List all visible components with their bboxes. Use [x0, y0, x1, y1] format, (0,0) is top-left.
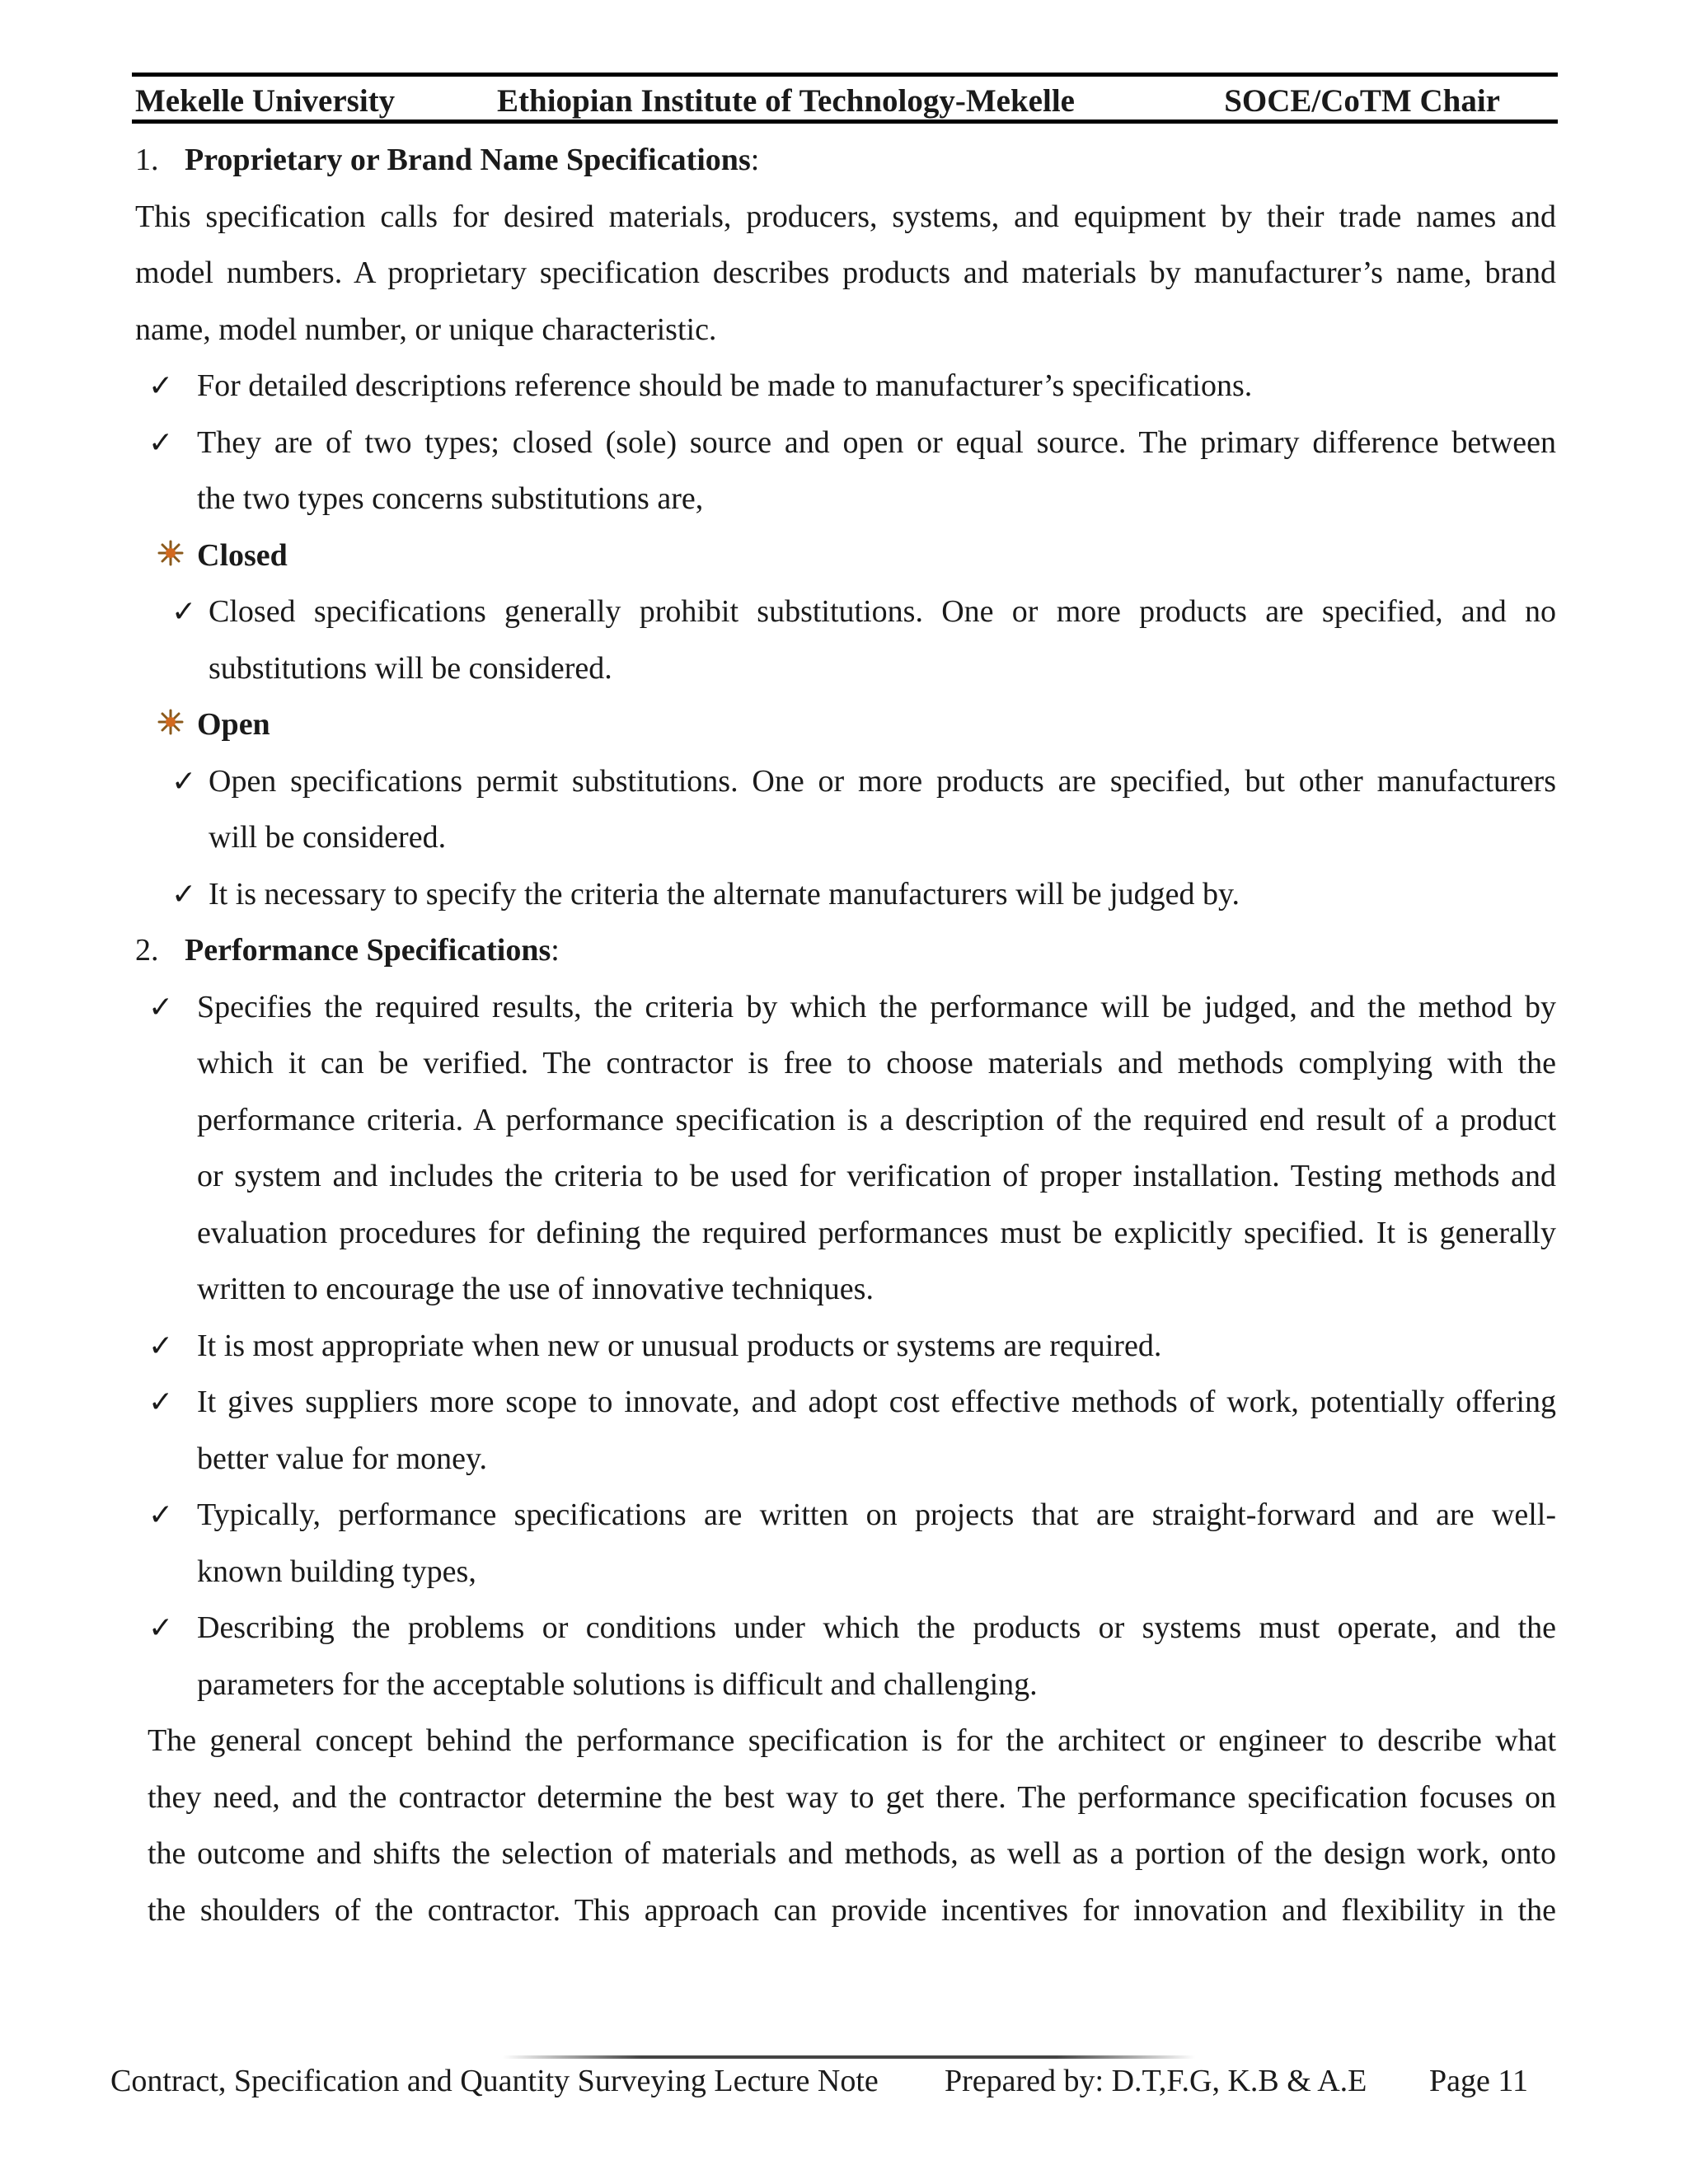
- list-item: ✓ It is most appropriate when new or unusual products or systems are required.: [135, 1318, 1556, 1375]
- list-item-continuation: performance criteria. A performance specification is a description of the required end result of a product: [197, 1102, 1556, 1137]
- list-item: ✓ It is necessary to specify the criteria the alternate manufacturers will be judged by.: [135, 866, 1556, 923]
- check-icon: ✓: [148, 1498, 174, 1531]
- section-number: 2.: [135, 933, 159, 968]
- list-item: ✓ Open specifications permit substitutions. One or more products are specified, but other manufacturers: [135, 753, 1556, 810]
- paragraph-line: the shoulders of the contractor. This approach can provide incentives for innovation and flexibility in the: [148, 1892, 1556, 1928]
- check-icon: ✓: [148, 1329, 174, 1362]
- check-icon: ✓: [148, 425, 174, 459]
- footer-page-number: Page 11: [1429, 2064, 1528, 2098]
- section-title: Performance Specifications: [185, 933, 551, 968]
- list-item-continuation: which it can be verified. The contractor is free to choose materials and methods complying with the: [197, 1046, 1556, 1080]
- paragraph-line: The general concept behind the performance specification is for the architect or engineer to describe what: [148, 1723, 1556, 1758]
- header-institute: Ethiopian Institute of Technology-Mekelle: [497, 83, 1075, 119]
- list-item-continuation: better value for money.: [197, 1441, 488, 1476]
- list-item: ✓ For detailed descriptions reference should be made to manufacturer’s specifications.: [135, 358, 1556, 415]
- footer-prepared-by: Prepared by: D.T,F.G, K.B & A.E: [945, 2064, 1367, 2098]
- list-item: ✓ Specifies the required results, the criteria by which the performance will be judged, and the method by: [135, 979, 1556, 1036]
- check-icon: ✓: [171, 595, 197, 628]
- subheading-open: Open: [135, 696, 1556, 753]
- list-item: ✓ Describing the problems or conditions under which the products or systems must operate, and the: [135, 1600, 1556, 1657]
- list-item-continuation: evaluation procedures for defining the required performances must be explicitly specified. It is generally: [197, 1215, 1556, 1250]
- list-item: ✓ It gives suppliers more scope to innovate, and adopt cost effective methods of work, potentially offering: [135, 1374, 1556, 1431]
- list-item-continuation: will be considered.: [209, 820, 447, 855]
- running-header: [132, 73, 1558, 124]
- paragraph-line: This specification calls for desired materials, producers, systems, and equipment by their trade names and: [135, 199, 1556, 234]
- list-item-continuation: parameters for the acceptable solutions is difficult and challenging.: [197, 1666, 1038, 1702]
- check-icon: ✓: [148, 1611, 174, 1644]
- check-icon: ✓: [148, 990, 174, 1024]
- check-icon: ✓: [148, 1385, 174, 1418]
- subheading-closed: Closed: [135, 527, 1556, 584]
- list-item: ✓ Typically, performance specifications are written on projects that are straight-forward and are well-: [135, 1487, 1556, 1544]
- section-title: Proprietary or Brand Name Specifications: [185, 143, 751, 177]
- section-heading: 2. Performance Specifications:: [135, 922, 1556, 979]
- list-item: ✓ They are of two types; closed (sole) source and open or equal source. The primary difference between: [135, 415, 1556, 471]
- list-item-continuation: the two types concerns substitutions are,: [197, 481, 704, 516]
- footer-divider: [503, 2055, 1195, 2059]
- list-item-continuation: substitutions will be considered.: [209, 650, 612, 686]
- list-item: ✓ Closed specifications generally prohibit substitutions. One or more products are specified, and no: [135, 583, 1556, 640]
- check-icon: ✓: [171, 877, 197, 911]
- star-burst-icon: [157, 529, 185, 586]
- star-burst-icon: [157, 698, 185, 755]
- footer-course-title: Contract, Specification and Quantity Surveying Lecture Note: [110, 2064, 879, 2098]
- check-icon: ✓: [171, 764, 197, 798]
- paragraph-line: model numbers. A proprietary specification describes products and materials by manufacturer’s name, brand: [135, 255, 1556, 290]
- header-university: Mekelle University: [135, 83, 396, 119]
- list-item-continuation: known building types,: [197, 1554, 476, 1589]
- section-heading: 1. Proprietary or Brand Name Specifications:: [135, 132, 1556, 189]
- list-item-continuation: or system and includes the criteria to be used for verification of proper installation. Testing methods and: [197, 1159, 1556, 1193]
- header-chair: SOCE/CoTM Chair: [1224, 83, 1500, 119]
- section-number: 1.: [135, 143, 159, 177]
- check-icon: ✓: [148, 369, 174, 402]
- page-body: [135, 132, 1556, 1938]
- list-item-continuation: written to encourage the use of innovative techniques.: [197, 1272, 874, 1306]
- paragraph-line: name, model number, or unique characteristic.: [135, 312, 717, 347]
- paragraph-line: they need, and the contractor determine the best way to get there. The performance specification focuses on: [148, 1779, 1556, 1815]
- paragraph-line: the outcome and shifts the selection of materials and methods, as well as a portion of the design work, onto: [148, 1836, 1556, 1871]
